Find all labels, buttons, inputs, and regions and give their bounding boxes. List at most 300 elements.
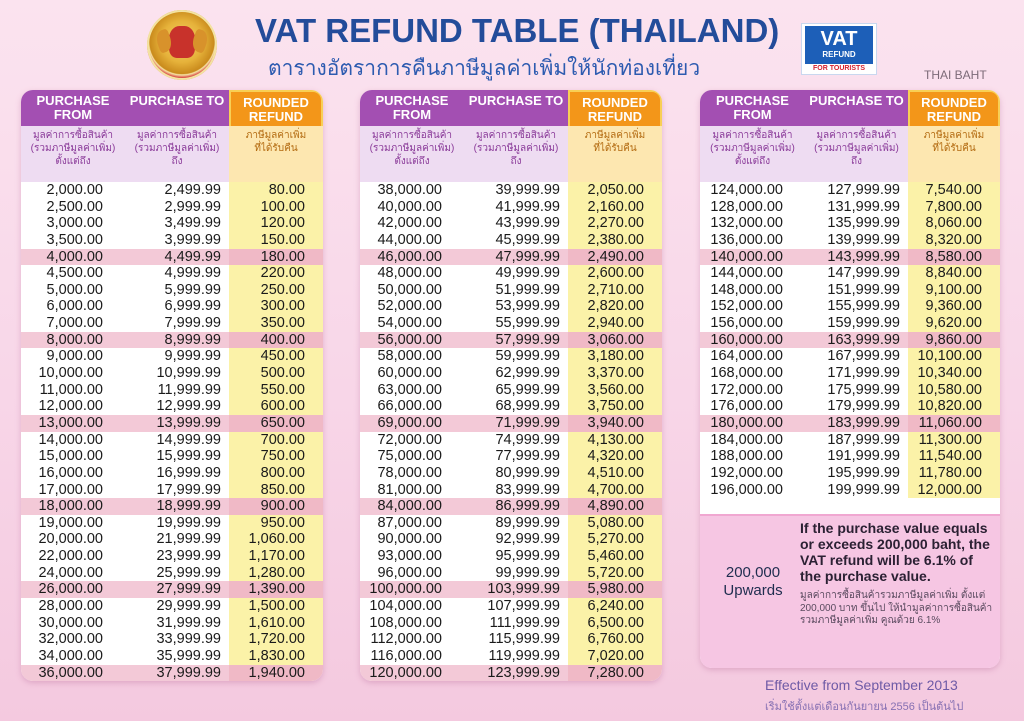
table-row: [21, 598, 323, 615]
purchase-to-cell: 92,999.99: [495, 531, 560, 548]
column-header-to-en: PURCHASE TO: [464, 90, 568, 126]
table-header: [700, 90, 1000, 182]
purchase-to-cell: 127,999.99: [827, 182, 900, 198]
purchase-from-cell: 164,000.00: [710, 348, 783, 365]
refund-cell: 9,860.00: [908, 332, 1000, 349]
refund-cell: 7,020.00: [568, 648, 662, 665]
purchase-to-cell: 143,999.99: [805, 249, 908, 266]
refund-cell: 4,890.00: [568, 498, 662, 515]
table-row: [21, 548, 323, 565]
purchase-from-cell: 7,000.00: [46, 315, 103, 332]
purchase-to-cell: 155,999.99: [827, 298, 900, 315]
table-row: [21, 265, 323, 282]
purchase-to-cell: 57,999.99: [464, 332, 568, 349]
table-row: [21, 531, 323, 548]
purchase-to-cell: 4,499.99: [125, 249, 229, 266]
purchase-from-cell: 108,000.00: [369, 614, 442, 631]
purchase-from-cell: 87,000.00: [377, 514, 442, 531]
purchase-to-cell: 17,999.99: [156, 481, 221, 498]
purchase-from-cell: 26,000.00: [21, 581, 125, 598]
purchase-from-cell: 9,000.00: [46, 348, 103, 365]
purchase-to-cell: 139,999.99: [827, 231, 900, 248]
purchase-to-cell: 31,999.99: [156, 614, 221, 631]
purchase-from-cell: 188,000.00: [710, 448, 783, 465]
refund-cell: 600.00: [229, 398, 323, 415]
refund-cell: 8,840.00: [908, 265, 1000, 282]
purchase-from-cell: 66,000.00: [377, 398, 442, 415]
table-row: [21, 398, 323, 415]
refund-cell: 1,720.00: [229, 631, 323, 648]
table-row: [360, 665, 662, 682]
column-header-refund-en: ROUNDED REFUND: [908, 90, 1000, 126]
purchase-from-cell: 176,000.00: [710, 398, 783, 415]
column-header-refund: [908, 90, 1000, 182]
purchase-from-cell: 54,000.00: [377, 315, 442, 332]
purchase-from-cell: 56,000.00: [360, 332, 464, 349]
purchase-from-cell: 4,000.00: [21, 249, 125, 266]
purchase-from-cell: 172,000.00: [710, 381, 783, 398]
purchase-from-cell: 34,000.00: [38, 647, 103, 664]
table-row: [360, 648, 662, 665]
column-header-from-en: PURCHASE FROM: [700, 90, 805, 126]
table-header: [21, 90, 323, 182]
purchase-to-cell: 65,999.99: [495, 381, 560, 398]
table-row: [700, 249, 1000, 266]
refund-cell: 700.00: [229, 432, 323, 449]
refund-cell: 950.00: [229, 515, 323, 532]
upwards-label: 200,000 Upwards: [723, 564, 783, 599]
table-row: [21, 465, 323, 482]
purchase-to-cell: 199,999.99: [827, 481, 900, 498]
purchase-to-cell: 83,999.99: [495, 481, 560, 498]
purchase-to-cell: 77,999.99: [495, 448, 560, 465]
purchase-from-cell: 96,000.00: [377, 564, 442, 581]
purchase-from-cell: 14,000.00: [38, 431, 103, 448]
purchase-from-cell: 36,000.00: [21, 665, 125, 682]
table-header: [360, 90, 662, 182]
table-row: [360, 581, 662, 598]
purchase-from-cell: 44,000.00: [377, 231, 442, 248]
table-row: [21, 615, 323, 632]
table-row: [360, 332, 662, 349]
purchase-to-cell: 115,999.99: [488, 631, 560, 648]
refund-cell: 5,080.00: [568, 515, 662, 532]
purchase-to-cell: 10,999.99: [156, 365, 221, 382]
refund-cell: 6,500.00: [568, 615, 662, 632]
purchase-from-cell: 48,000.00: [377, 265, 442, 282]
table-row: [21, 332, 323, 349]
purchase-to-cell: 21,999.99: [156, 531, 221, 548]
table-row: [21, 648, 323, 665]
table-row: [700, 348, 1000, 365]
purchase-from-cell: 10,000.00: [38, 365, 103, 382]
purchase-from-cell: 58,000.00: [377, 348, 442, 365]
refund-cell: 350.00: [229, 315, 323, 332]
column-header-from: [21, 90, 125, 182]
column-header-to: [125, 90, 229, 182]
purchase-from-cell: 124,000.00: [710, 182, 783, 198]
purchase-from-cell: 28,000.00: [38, 598, 103, 615]
table-row: [360, 282, 662, 299]
purchase-from-cell: 3,500.00: [46, 231, 103, 248]
refund-cell: 5,720.00: [568, 565, 662, 582]
refund-cell: 7,280.00: [568, 665, 662, 682]
table-row: [360, 365, 662, 382]
table-row: [360, 531, 662, 548]
purchase-to-cell: 29,999.99: [156, 598, 221, 615]
purchase-from-cell: 140,000.00: [700, 249, 805, 266]
table-body: [360, 182, 662, 681]
refund-cell: 1,610.00: [229, 615, 323, 632]
purchase-to-cell: 159,999.99: [827, 315, 900, 332]
refund-cell: 2,600.00: [568, 265, 662, 282]
refund-cell: 9,100.00: [908, 282, 1000, 299]
purchase-from-cell: 90,000.00: [377, 531, 442, 548]
purchase-from-cell: 81,000.00: [377, 481, 442, 498]
refund-table-panel-2: [360, 90, 662, 681]
refund-table-panel-3: [700, 90, 1000, 668]
refund-cell: 3,750.00: [568, 398, 662, 415]
purchase-from-cell: 5,000.00: [46, 281, 103, 298]
purchase-to-cell: 39,999.99: [495, 182, 560, 198]
purchase-to-cell: 51,999.99: [495, 281, 560, 298]
table-row: [21, 665, 323, 682]
refund-cell: 4,320.00: [568, 448, 662, 465]
column-header-from: [360, 90, 464, 182]
purchase-to-cell: 107,999.99: [487, 598, 560, 615]
table-row: [360, 498, 662, 515]
column-header-from-en: PURCHASE FROM: [21, 90, 125, 126]
refund-cell: 5,980.00: [568, 581, 662, 598]
refund-cell: 2,710.00: [568, 282, 662, 299]
column-header-to-en: PURCHASE TO: [125, 90, 229, 126]
table-row: [360, 232, 662, 249]
purchase-to-cell: 27,999.99: [125, 581, 229, 598]
purchase-to-cell: 95,999.99: [495, 548, 560, 565]
upwards-note-en: If the purchase value equals or exceeds 200,000 baht, the VAT refund will be 6.1% of the purchase value.: [800, 520, 990, 584]
refund-cell: 650.00: [229, 415, 323, 432]
table-row: [700, 415, 1000, 432]
purchase-from-cell: 2,000.00: [46, 182, 103, 198]
refund-cell: 11,780.00: [908, 465, 1000, 482]
upwards-note-th: มูลค่าการซื้อสินค้ารวมภาษีมูลค่าเพิ่ม ตั้งแต่ 200,000 บาท ขึ้นไป ให้นำมูลค่าการซื้อสินค้ารวมภาษีมูลค่าเพิ่ม คูณด้วย 6.1%: [800, 590, 993, 626]
purchase-to-cell: 8,999.99: [125, 332, 229, 349]
table-body: [700, 182, 1000, 498]
purchase-from-cell: 42,000.00: [377, 215, 442, 232]
purchase-to-cell: 3,999.99: [164, 231, 221, 248]
refund-cell: 900.00: [229, 498, 323, 515]
purchase-from-cell: 40,000.00: [377, 198, 442, 215]
purchase-to-cell: 175,999.99: [827, 381, 900, 398]
refund-cell: 4,700.00: [568, 482, 662, 499]
table-row: [700, 182, 1000, 199]
purchase-from-cell: 15,000.00: [38, 448, 103, 465]
purchase-from-cell: 144,000.00: [710, 265, 783, 282]
refund-cell: 180.00: [229, 249, 323, 266]
table-row: [700, 332, 1000, 349]
purchase-to-cell: 9,999.99: [164, 348, 221, 365]
table-row: [360, 548, 662, 565]
refund-cell: 11,300.00: [908, 432, 1000, 449]
purchase-from-cell: 20,000.00: [38, 531, 103, 548]
purchase-from-cell: 69,000.00: [360, 415, 464, 432]
vat-logo-box: [805, 26, 873, 64]
column-header-to-th: มูลค่าการซื้อสินค้า (รวมภาษีมูลค่าเพิ่ม) ถึง: [814, 130, 899, 167]
purchase-from-cell: 11,000.00: [39, 381, 103, 398]
table-row: [700, 298, 1000, 315]
refund-cell: 1,170.00: [229, 548, 323, 565]
table-row: [700, 465, 1000, 482]
table-row: [360, 448, 662, 465]
table-row: [21, 215, 323, 232]
vat-refund-logo: [801, 23, 877, 75]
purchase-to-cell: 111,999.99: [489, 614, 560, 631]
purchase-from-cell: 156,000.00: [710, 315, 783, 332]
purchase-from-cell: 2,500.00: [46, 198, 103, 215]
purchase-to-cell: 12,999.99: [156, 398, 221, 415]
refund-cell: 12,000.00: [908, 482, 1000, 499]
refund-cell: 3,060.00: [568, 332, 662, 349]
refund-cell: 2,270.00: [568, 215, 662, 232]
column-header-to-th: มูลค่าการซื้อสินค้า (รวมภาษีมูลค่าเพิ่ม) ถึง: [134, 130, 220, 167]
column-header-refund-th: ภาษีมูลค่าเพิ่ม ที่ได้รับคืน: [245, 130, 307, 154]
purchase-from-cell: 46,000.00: [360, 249, 464, 266]
effective-date-th: เริ่มใช้ตั้งแต่เดือนกันยายน 2556 เป็นต้นไป: [765, 701, 964, 713]
table-row: [21, 581, 323, 598]
table-row: [360, 631, 662, 648]
purchase-to-cell: 35,999.99: [156, 647, 221, 664]
refund-cell: 8,580.00: [908, 249, 1000, 266]
column-header-to-en: PURCHASE TO: [805, 90, 908, 126]
purchase-from-cell: 12,000.00: [38, 398, 103, 415]
table-row: [700, 282, 1000, 299]
column-header-from-en: PURCHASE FROM: [360, 90, 464, 126]
purchase-to-cell: 191,999.99: [827, 448, 900, 465]
purchase-to-cell: 18,999.99: [125, 498, 229, 515]
table-row: [360, 348, 662, 365]
refund-cell: 8,060.00: [908, 215, 1000, 232]
purchase-from-cell: 180,000.00: [700, 415, 805, 432]
table-row: [700, 382, 1000, 399]
purchase-from-cell: 75,000.00: [377, 448, 442, 465]
purchase-to-cell: 171,999.99: [827, 365, 900, 382]
table-row: [21, 182, 323, 199]
purchase-to-cell: 62,999.99: [495, 365, 560, 382]
purchase-to-cell: 71,999.99: [464, 415, 568, 432]
refund-cell: 1,940.00: [229, 665, 323, 682]
purchase-from-cell: 160,000.00: [700, 332, 805, 349]
refund-cell: 1,500.00: [229, 598, 323, 615]
purchase-to-cell: 47,999.99: [464, 249, 568, 266]
refund-cell: 750.00: [229, 448, 323, 465]
table-row: [700, 199, 1000, 216]
table-row: [360, 598, 662, 615]
purchase-from-cell: 128,000.00: [710, 198, 783, 215]
purchase-to-cell: 11,999.99: [157, 381, 221, 398]
purchase-to-cell: 23,999.99: [156, 548, 221, 565]
refund-cell: 500.00: [229, 365, 323, 382]
refund-cell: 2,160.00: [568, 199, 662, 216]
table-row: [360, 182, 662, 199]
purchase-from-cell: 13,000.00: [21, 415, 125, 432]
refund-cell: 2,820.00: [568, 298, 662, 315]
vat-logo-tag: FOR TOURISTS: [813, 65, 865, 72]
table-row: [21, 232, 323, 249]
purchase-to-cell: 13,999.99: [125, 415, 229, 432]
purchase-to-cell: 183,999.99: [805, 415, 908, 432]
purchase-to-cell: 2,999.99: [164, 198, 221, 215]
refund-cell: 3,370.00: [568, 365, 662, 382]
purchase-from-cell: 52,000.00: [377, 298, 442, 315]
column-header-refund: [568, 90, 662, 182]
table-row: [21, 565, 323, 582]
table-row: [360, 465, 662, 482]
table-row: [360, 415, 662, 432]
purchase-to-cell: 68,999.99: [495, 398, 560, 415]
column-header-from-th: มูลค่าการซื้อสินค้า (รวมภาษีมูลค่าเพิ่ม) ตั้งแต่ถึง: [369, 130, 455, 167]
purchase-from-cell: 30,000.00: [38, 614, 103, 631]
refund-cell: 7,800.00: [908, 199, 1000, 216]
table-row: [21, 482, 323, 499]
purchase-to-cell: 33,999.99: [156, 631, 221, 648]
vat-logo-main: VAT: [820, 28, 858, 50]
column-header-to-th: มูลค่าการซื้อสินค้า (รวมภาษีมูลค่าเพิ่ม) ถึง: [473, 130, 559, 167]
table-row: [21, 515, 323, 532]
column-header-from-th: มูลค่าการซื้อสินค้า (รวมภาษีมูลค่าเพิ่ม) ตั้งแต่ถึง: [710, 130, 795, 167]
purchase-to-cell: 43,999.99: [495, 215, 560, 232]
refund-cell: 120.00: [229, 215, 323, 232]
refund-cell: 10,340.00: [908, 365, 1000, 382]
purchase-to-cell: 89,999.99: [495, 514, 560, 531]
purchase-from-cell: 196,000.00: [710, 481, 783, 498]
purchase-from-cell: 4,500.00: [46, 265, 103, 282]
refund-cell: 10,820.00: [908, 398, 1000, 415]
refund-cell: 11,060.00: [908, 415, 1000, 432]
refund-cell: 400.00: [229, 332, 323, 349]
column-header-refund-th: ภาษีมูลค่าเพิ่ม ที่ได้รับคืน: [584, 130, 646, 154]
column-header-from-th: มูลค่าการซื้อสินค้า (รวมภาษีมูลค่าเพิ่ม) ตั้งแต่ถึง: [30, 130, 116, 167]
purchase-from-cell: 32,000.00: [38, 631, 103, 648]
purchase-to-cell: 80,999.99: [495, 464, 560, 481]
purchase-to-cell: 195,999.99: [827, 464, 900, 481]
purchase-from-cell: 120,000.00: [360, 665, 464, 682]
table-row: [21, 348, 323, 365]
purchase-to-cell: 4,999.99: [164, 265, 221, 282]
refund-cell: 4,510.00: [568, 465, 662, 482]
table-row: [21, 631, 323, 648]
refund-cell: 8,320.00: [908, 232, 1000, 249]
table-row: [360, 482, 662, 499]
purchase-from-cell: 22,000.00: [38, 548, 103, 565]
purchase-to-cell: 53,999.99: [495, 298, 560, 315]
refund-cell: 1,830.00: [229, 648, 323, 665]
purchase-to-cell: 41,999.99: [495, 198, 560, 215]
refund-cell: 2,050.00: [568, 182, 662, 199]
purchase-to-cell: 45,999.99: [495, 231, 560, 248]
revenue-department-seal: [147, 10, 217, 80]
column-header-refund: [229, 90, 323, 182]
table-row: [21, 298, 323, 315]
purchase-from-cell: 78,000.00: [377, 464, 442, 481]
refund-cell: 800.00: [229, 465, 323, 482]
table-row: [700, 432, 1000, 449]
purchase-to-cell: 55,999.99: [495, 315, 560, 332]
table-row: [360, 215, 662, 232]
purchase-from-cell: 168,000.00: [710, 365, 783, 382]
purchase-from-cell: 63,000.00: [377, 381, 442, 398]
purchase-from-cell: 136,000.00: [710, 231, 783, 248]
purchase-to-cell: 103,999.99: [464, 581, 568, 598]
table-row: [21, 249, 323, 266]
refund-cell: 2,940.00: [568, 315, 662, 332]
purchase-from-cell: 184,000.00: [710, 431, 783, 448]
purchase-from-cell: 38,000.00: [377, 182, 442, 198]
refund-cell: 3,940.00: [568, 415, 662, 432]
refund-cell: 550.00: [229, 382, 323, 399]
table-row: [700, 448, 1000, 465]
table-row: [360, 398, 662, 415]
refund-cell: 10,100.00: [908, 348, 1000, 365]
refund-cell: 150.00: [229, 232, 323, 249]
purchase-to-cell: 86,999.99: [464, 498, 568, 515]
refund-cell: 1,280.00: [229, 565, 323, 582]
refund-cell: 1,390.00: [229, 581, 323, 598]
refund-cell: 100.00: [229, 199, 323, 216]
table-row: [21, 382, 323, 399]
purchase-from-cell: 18,000.00: [21, 498, 125, 515]
purchase-to-cell: 131,999.99: [827, 198, 900, 215]
refund-cell: 6,760.00: [568, 631, 662, 648]
table-row: [21, 315, 323, 332]
purchase-to-cell: 7,999.99: [164, 315, 221, 332]
table-row: [21, 432, 323, 449]
purchase-from-cell: 6,000.00: [46, 298, 103, 315]
purchase-from-cell: 104,000.00: [369, 598, 442, 615]
purchase-to-cell: 123,999.99: [464, 665, 568, 682]
purchase-to-cell: 135,999.99: [827, 215, 900, 232]
purchase-to-cell: 99,999.99: [495, 564, 560, 581]
purchase-from-cell: 8,000.00: [21, 332, 125, 349]
purchase-to-cell: 119,999.99: [488, 647, 560, 664]
purchase-from-cell: 84,000.00: [360, 498, 464, 515]
purchase-to-cell: 147,999.99: [827, 265, 900, 282]
table-row: [700, 482, 1000, 499]
purchase-to-cell: 74,999.99: [495, 431, 560, 448]
purchase-from-cell: 192,000.00: [710, 464, 783, 481]
refund-cell: 220.00: [229, 265, 323, 282]
purchase-from-cell: 100,000.00: [360, 581, 464, 598]
refund-table-panel-1: [21, 90, 323, 681]
column-header-to: [805, 90, 908, 182]
vat-logo-sub: REFUND: [822, 50, 856, 59]
page-subtitle-thai: ตารางอัตราการคืนภาษีมูลค่าเพิ่มให้นักท่องเที่ยว: [268, 57, 701, 80]
table-row: [360, 199, 662, 216]
purchase-from-cell: 132,000.00: [710, 215, 783, 232]
purchase-to-cell: 163,999.99: [805, 332, 908, 349]
purchase-to-cell: 5,999.99: [164, 281, 221, 298]
purchase-from-cell: 148,000.00: [710, 281, 783, 298]
table-row: [21, 365, 323, 382]
column-header-from: [700, 90, 805, 182]
refund-cell: 250.00: [229, 282, 323, 299]
refund-cell: 9,620.00: [908, 315, 1000, 332]
purchase-from-cell: 116,000.00: [370, 647, 442, 664]
column-header-to: [464, 90, 568, 182]
effective-date: Effective from September 2013: [765, 677, 958, 693]
purchase-to-cell: 25,999.99: [156, 564, 221, 581]
purchase-from-cell: 50,000.00: [377, 281, 442, 298]
purchase-to-cell: 37,999.99: [125, 665, 229, 682]
